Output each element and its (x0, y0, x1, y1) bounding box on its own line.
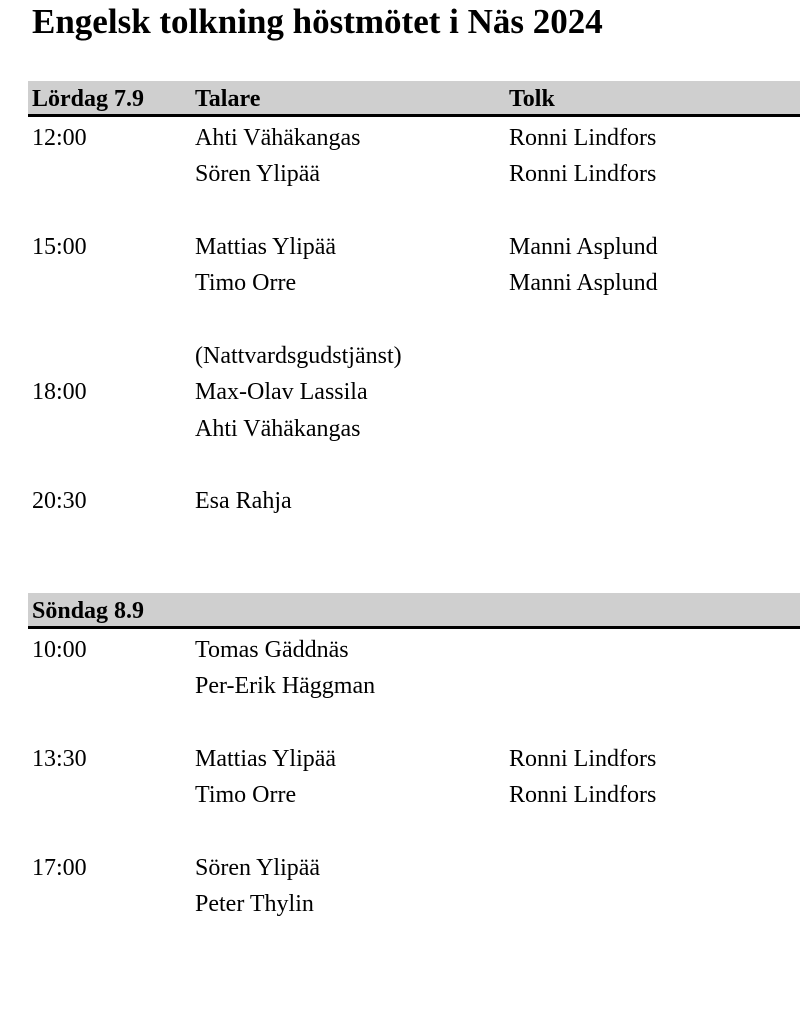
time-cell: 20:30 (32, 488, 87, 514)
speaker-cell: Esa Rahja (195, 488, 292, 514)
interpreter-cell: Ronni Lindfors (509, 782, 657, 808)
page-title: Engelsk tolkning höstmötet i Näs 2024 (32, 2, 603, 41)
speaker-cell: Peter Thylin (195, 891, 314, 917)
speaker-cell: Timo Orre (195, 270, 297, 296)
saturday-day-label: Lördag 7.9 (32, 86, 145, 112)
time-cell: 12:00 (32, 125, 87, 151)
time-cell: 18:00 (32, 379, 87, 405)
speaker-cell: Ahti Vähäkangas (195, 416, 361, 442)
speaker-cell: Mattias Ylipää (195, 746, 337, 772)
speaker-cell: Timo Orre (195, 782, 297, 808)
interpreter-cell: Ronni Lindfors (509, 125, 657, 151)
sunday-day-label: Söndag 8.9 (32, 598, 145, 624)
time-cell: 13:30 (32, 746, 87, 772)
speaker-cell: Max-Olav Lassila (195, 379, 368, 405)
speaker-cell: Per-Erik Häggman (195, 673, 376, 699)
service-note: (Nattvardsgudstjänst) (195, 343, 402, 369)
speaker-cell: Tomas Gäddnäs (195, 637, 349, 663)
speaker-cell: Sören Ylipää (195, 855, 321, 881)
speaker-column-header: Talare (195, 86, 261, 112)
speaker-cell: Mattias Ylipää (195, 234, 337, 260)
time-cell: 17:00 (32, 855, 87, 881)
sunday-header (28, 593, 800, 629)
speaker-cell: Ahti Vähäkangas (195, 125, 361, 151)
interpreter-cell: Ronni Lindfors (509, 161, 657, 187)
speaker-cell: Sören Ylipää (195, 161, 321, 187)
interpreter-cell: Manni Asplund (509, 270, 658, 296)
interpreter-column-header: Tolk (509, 86, 555, 112)
time-cell: 15:00 (32, 234, 87, 260)
interpreter-cell: Ronni Lindfors (509, 746, 657, 772)
saturday-header (28, 81, 800, 117)
interpreter-cell: Manni Asplund (509, 234, 658, 260)
time-cell: 10:00 (32, 637, 87, 663)
